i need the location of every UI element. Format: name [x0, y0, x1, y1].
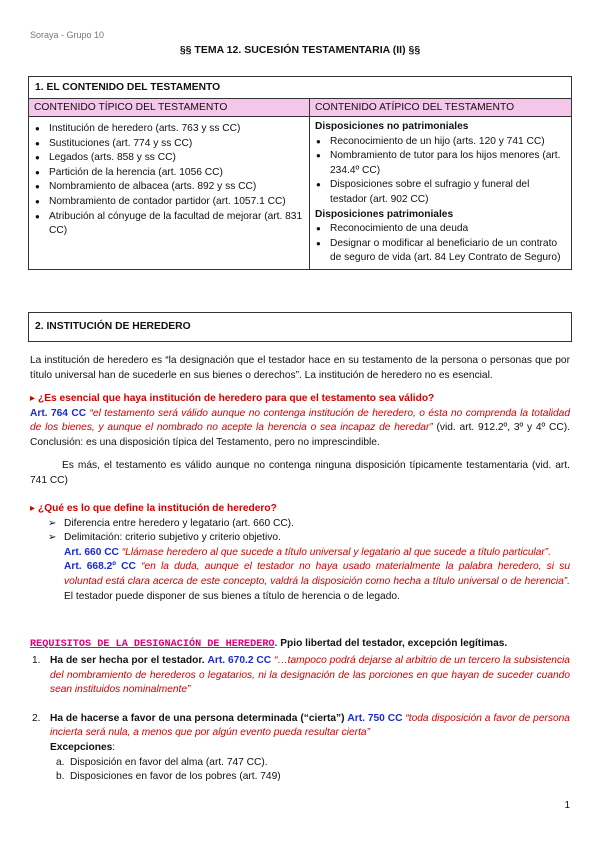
triangle-bullet-icon: ▸: [30, 503, 36, 514]
content-table: [29, 98, 571, 269]
question-1: [30, 392, 570, 407]
requisito-item-1: [30, 654, 570, 698]
list-item: ● Reconocimiento de un hijo (arts. 120 y 741 CC): [315, 135, 566, 150]
col-typical-header: CONTENIDO TÍPICO DEL TESTAMENTO: [29, 99, 310, 117]
exceptions-heading-text: Excepciones: [50, 741, 113, 753]
item-number: 1.: [32, 655, 41, 666]
art-quote: “el testamento será válido aunque no contenga institución de heredero, o ésta no comprenda la totalidad de los bienes, y aunque el nombrado no acepte la herencia o sea incapaz de heredar”: [30, 407, 570, 434]
header-note: Soraya - Grupo 10: [30, 30, 105, 40]
intro-paragraph: [30, 354, 570, 383]
arrow-item-1: [30, 517, 570, 532]
list-item: ● Nombramiento de contador partidor (art. 1057.1 CC): [34, 195, 304, 210]
extra-paragraph: Es más, el testamento es válido aunque no contenga ninguna disposición típicamente testamentaria (vid. art. 741 CC): [30, 460, 570, 486]
exception-text: Disposiciones en favor de los pobres (art. 749): [70, 771, 281, 783]
list-item: ● Reconocimiento de una deuda: [315, 222, 566, 237]
section-institucion-heredero: [28, 312, 572, 342]
question-text: ¿Es esencial que haya institución de heredero para que el testamento sea válido?: [37, 393, 435, 404]
requisito-item-2: [30, 712, 570, 785]
list-item: ● Atribución al cónyuge de la facultad de mejorar (art. 831 CC): [34, 210, 304, 239]
triangle-bullet-icon: ▸: [30, 393, 36, 404]
list-item: ● Nombramiento de tutor para los hijos menores (art. 234.4º CC): [315, 149, 566, 178]
exception-letter: b.: [56, 771, 65, 783]
exception-letter: a.: [56, 756, 65, 768]
list-item: ● Partición de la herencia (art. 1056 CC): [34, 166, 304, 181]
requisitos-subtitle: Ppio libertad del testador, excepción legítimas.: [280, 638, 508, 649]
art-ref: Art. 670.2 CC: [207, 655, 272, 666]
art-660-paragraph: [30, 546, 570, 561]
section-contenido-testamento: [28, 76, 572, 270]
exception-text: Disposición en favor del alma (art. 747 CC).: [70, 756, 268, 768]
list-item: ● Designar o modificar al beneficiario de un contrato de seguro de vida (art. 84 Ley Contrato de Seguro): [315, 237, 566, 266]
requisitos-title-dot: .: [274, 638, 278, 649]
art-after: (vid. art. 912.2º, 3º y 4º CC). Conclusión: es una disposición típica del Testamento, pero no imprescindible.: [30, 422, 570, 448]
art-764-paragraph: [30, 407, 570, 451]
list-item: ● Nombramiento de albacea (arts. 892 y ss CC): [34, 180, 304, 195]
art-ref: Art. 750 CC: [347, 712, 403, 724]
question-text: ¿Qué es lo que define la institución de heredero?: [37, 503, 277, 514]
art-ref: Art. 660 CC: [64, 546, 119, 558]
patrimonial-list: [315, 222, 566, 266]
patrimonial-heading: Disposiciones patrimoniales: [315, 208, 454, 220]
requisitos-title: REQUISITOS DE LA DESIGNACIÓN DE HEREDERO: [30, 639, 275, 650]
col-atypical-header: CONTENIDO ATÍPICO DEL TESTAMENTO: [310, 99, 572, 117]
typical-cell: [29, 117, 310, 269]
art-quote: “en la duda, aunque el testador no haya usado materialmente la palabra heredero, si su voluntad está clara acerca de este concepto, valdrá la disposición como hecha a título universal o de herencia”.: [64, 561, 570, 587]
exception-item: [50, 756, 570, 771]
section-heading: 2. INSTITUCIÓN DE HEREDERO: [35, 321, 191, 332]
item-bold: Ha de ser hecha por el testador.: [50, 655, 205, 666]
item-bold: Ha de hacerse a favor de una persona determinada (“cierta”): [50, 712, 345, 724]
arrow-item-text: Delimitación: criterio subjetivo y criterio objetivo.: [64, 532, 281, 544]
list-item: ● Legados (arts. 858 y ss CC): [34, 151, 304, 166]
list-item: ● Institución de heredero (arts. 763 y ss CC): [34, 122, 304, 137]
arrow-icon: ➢: [48, 532, 57, 544]
art-ref: Art. 764 CC: [30, 407, 87, 419]
non-patrimonial-list: [315, 135, 566, 208]
non-patrimonial-heading: Disposiciones no patrimoniales: [315, 121, 469, 132]
art-668-paragraph: [30, 560, 570, 604]
arrow-item-2: [30, 531, 570, 546]
question-2: [30, 502, 570, 517]
page-number: 1: [564, 800, 570, 811]
intro-text: La institución de heredero es “la designación que el testador hace en su testamento de la persona o personas que por título universal han de sucederle en sus bienes o derechos”. La institución de heredero no es esencial.: [30, 355, 570, 381]
question-block-2: [30, 502, 570, 604]
list-item: ● Sustituciones (art. 774 y ss CC): [34, 137, 304, 152]
exceptions-colon: :: [112, 741, 116, 753]
arrow-icon: ➢: [48, 517, 57, 529]
requisitos-block: [30, 636, 570, 785]
art-quote: “toda disposición a favor de persona incierta será nula, a menos que por algún evento pueda resultar cierta”: [50, 712, 570, 739]
question-block-1: [30, 392, 570, 489]
section-heading: 1. EL CONTENIDO DEL TESTAMENTO: [35, 82, 221, 93]
exception-item: [50, 770, 570, 785]
art-quote: “…tampoco podrá dejarse al arbitrio de un tercero la subsistencia del nombramiento de herederos o legatarios, ni la designación de las porciones en que hayan de suceder cuando sean instituidos nominalmente”: [50, 655, 570, 696]
document-title: §§ TEMA 12. SUCESIÓN TESTAMENTARIA (II) §§: [179, 44, 421, 56]
atypical-cell: [310, 117, 572, 269]
requisitos-heading: [30, 636, 570, 652]
art-quote: “Llámase heredero al que sucede a título universal y legatario al que sucede a título particular”.: [121, 546, 552, 558]
exceptions-heading: [50, 741, 570, 756]
item-number: 2.: [32, 712, 41, 724]
typical-list: [34, 122, 304, 239]
arrow-item-text: Diferencia entre heredero y legatario (art. 660 CC).: [64, 517, 294, 529]
art-after: El testador puede disponer de sus bienes a título de herencia o de legado.: [64, 590, 400, 602]
art-ref: Art. 668.2º CC: [64, 561, 136, 573]
list-item: ● Disposiciones sobre el sufragio y funeral del testador (art. 902 CC): [315, 178, 566, 207]
